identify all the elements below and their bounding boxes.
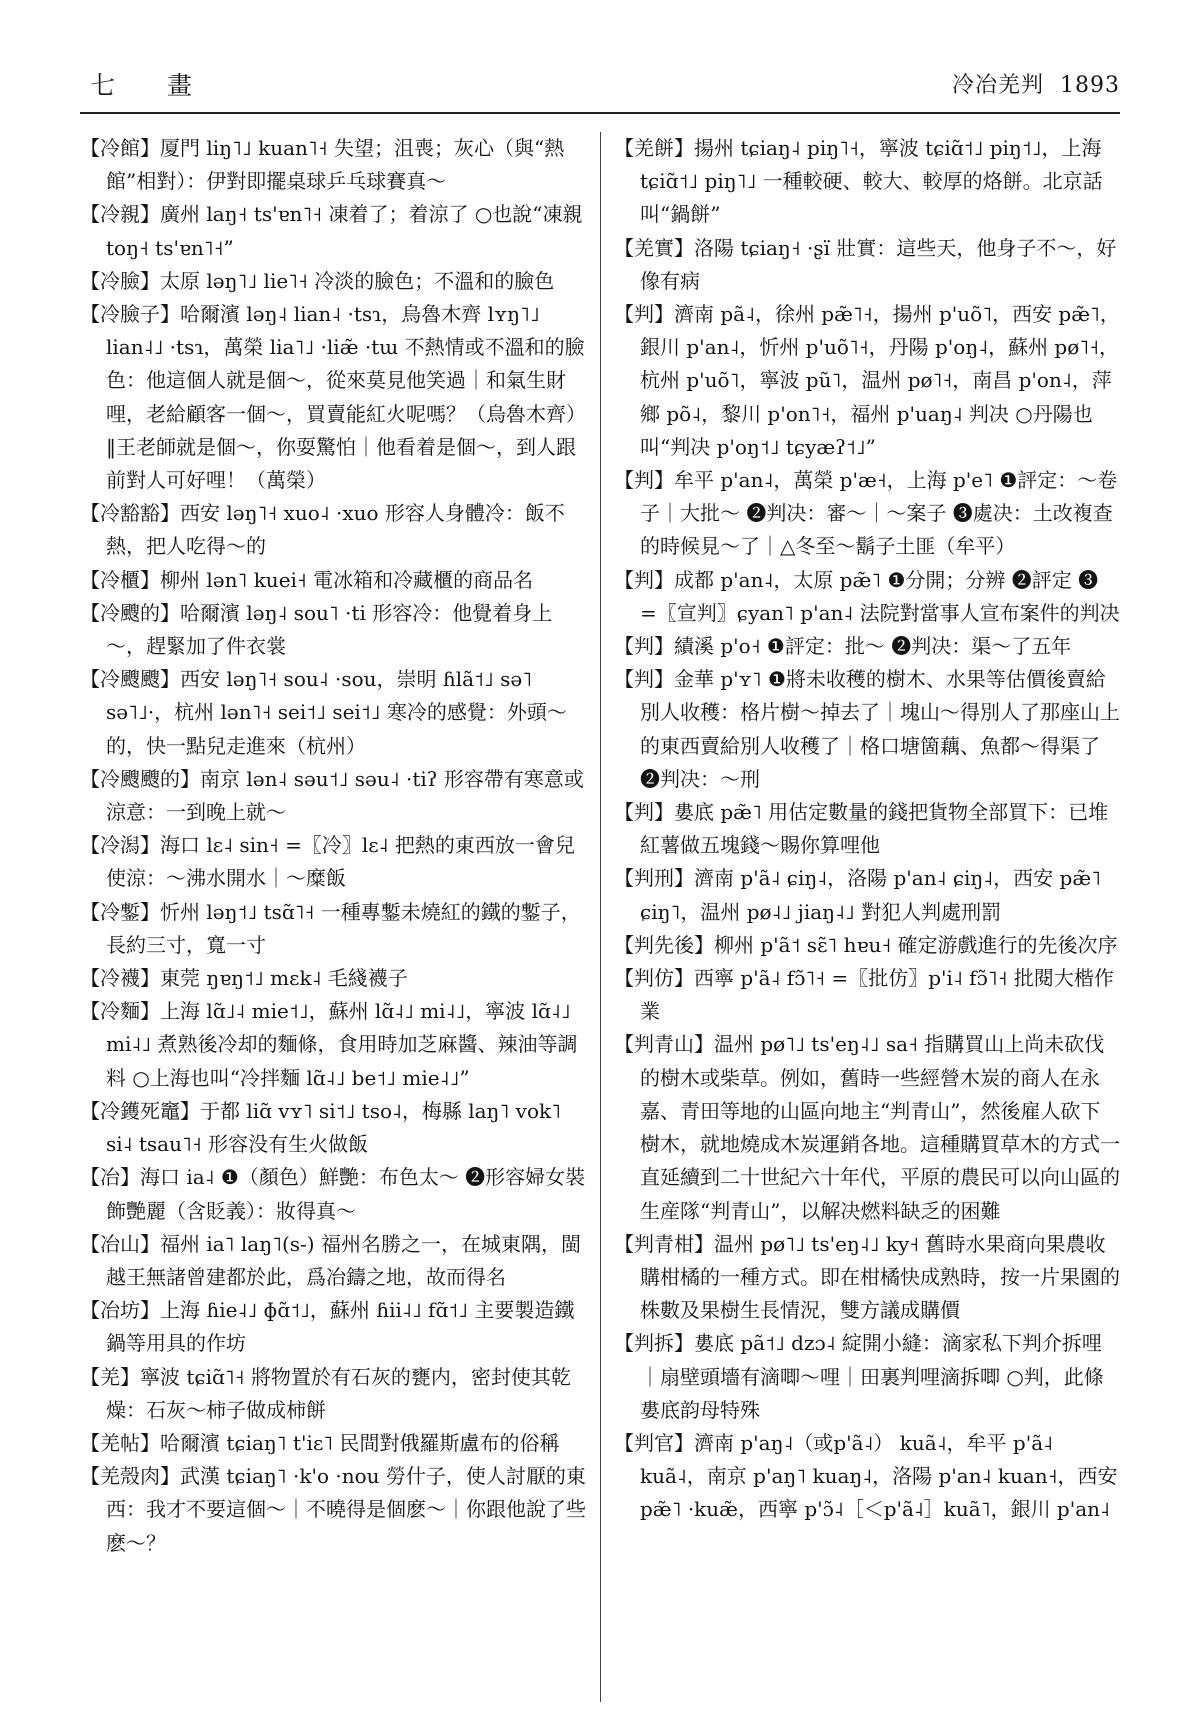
dictionary-entry: 【冷襪】東莞 ŋɐŋ˦˩ mɛk˨ 毛綫襪子 bbox=[80, 966, 408, 991]
dictionary-entry: 【冷館】厦門 liŋ˥˩ kuan˥˧ 失望；沮喪；灰心（與“熱館”相對）：伊對即擺桌球乒乓球賽真～ bbox=[80, 136, 565, 194]
dictionary-entry: 【冷豁豁】西安 ləŋ˥˧ xuo˨ ·xuo 形容人身體冷：飯不熱，把人吃得～的 bbox=[80, 501, 565, 559]
page-number: 1893 bbox=[1060, 73, 1120, 98]
dictionary-entry: 【判】婁底 pæ̃˥ 用估定數量的錢把貨物全部買下：已堆紅薯做五塊錢～賜你算哩他 bbox=[614, 800, 1109, 858]
dictionary-entry: 【判】金華 p'ʏ˥ ❶將未收穫的樹木、水果等估價後賣給別人收穫：格片樹～掉去了｜塊山～得別人了那座山上的東西賣給別人收穫了｜格口塘箇藕、魚都～得渠了 ❷判决：～刑 bbox=[614, 667, 1120, 791]
dictionary-entry: 【判】績溪 p'o˧ ❶評定：批～ ❷判决：渠～了五年 bbox=[614, 634, 1072, 659]
dictionary-entry: 【判仿】西寧 p'ã˨ fɔ̃˥˧ =〖批仿〗p'i˨ fɔ̃˥˧ 批閱大楷作業 bbox=[614, 966, 1114, 1024]
running-head bbox=[952, 68, 1120, 99]
dictionary-entry: 【冶】海口 ia˨ ❶（顏色）鮮艷：布色太～ ❷形容婦女裝飾艷麗（含貶義）：妝得真～ bbox=[80, 1165, 586, 1223]
dictionary-entry: 【冶山】福州 ia˥ laŋ˥(s-) 福州名勝之一，在城東隅，閩越王無諸曾建都於此，爲冶鑄之地，故而得名 bbox=[80, 1231, 581, 1289]
dictionary-entry: 【判】牟平 p'an˨，萬榮 p'æ˧，上海 p'e˥ ❶評定：～卷子｜大批～ ❷判决：審～｜～案子 ❸處决：土改複查的時候見～了｜△冬至～鬍子土匪（牟平） bbox=[614, 468, 1118, 559]
dictionary-entry: 【冷親】廣州 laŋ˧ ts'ɐn˥˧ 凍着了；着涼了 ○也說“凍親 toŋ˧ ts'ɐn˥˧” bbox=[80, 202, 583, 260]
dictionary-entry: 【羌殼肉】武漢 tɕiaŋ˥ ·k'o ·nou 勞什子，使人討厭的東西：我才不要這個～｜不曉得是個麽～｜你跟他說了些麽～？ bbox=[80, 1464, 586, 1555]
dictionary-entry: 【冷臉】太原 ləŋ˥˩ lie˥˧ 冷淡的臉色；不溫和的臉色 bbox=[80, 268, 555, 293]
dictionary-entry: 【冶坊】上海 ɦie˨˩ ɸɑ̃˦˩，蘇州 ɦii˨˩ fɑ̃˦˩ 主要製造鐵鍋等用具的作坊 bbox=[80, 1298, 575, 1356]
dictionary-entry: 【冷潟】海口 lɛ˨ sin˧ =〖冷〗lɛ˨ 把熱的東西放一會兒使涼：～沸水開水｜～糜飯 bbox=[80, 833, 575, 891]
right-column bbox=[614, 132, 1120, 1527]
dictionary-entry: 【羌餅】揚州 tɕiaŋ˨ piŋ˥˧，寧波 tɕiɑ̃˦˩ piŋ˦˩，上海 tɕiɑ̃˦˩ piŋ˥˩ 一種較硬、較大、較厚的烙餅。北京話叫“鍋餅” bbox=[614, 136, 1103, 227]
dictionary-entry: 【判青山】温州 pø˥˩ ts'eŋ˨˩ sa˧ 指購買山上尚未砍伐的樹木或柴草。例如，舊時一些經營木炭的商人在永嘉、青田等地的山區向地主“判青山”，然後雇人砍下樹木，就地燒成木炭運銷各地。這種購買草木的方式一直延續到二十世紀六十年代，平原的農民可以向山區的生産隊“判青山”，以解决燃料缺乏的困難 bbox=[614, 1032, 1120, 1223]
section-title: 七 畫 bbox=[90, 71, 214, 100]
running-head-text: 冷冶羌判 bbox=[951, 73, 1044, 98]
dictionary-entry: 【判】濟南 pã˨，徐州 pæ̃˥˧，揚州 p'uõ˥，西安 pæ̃˥，銀川 p'an˨，忻州 p'uõ˥˧，丹陽 p'oŋ˨，蘇州 pø˥˧，杭州 p'uõ˥，寧波 pũ˥，温州 pø˥˧，南昌 p'on˨，萍鄉 põ˨，黎川 p'on˥˧，福州 p'uaŋ˨ 判决 ○丹陽也叫“判决 p'oŋ˦˩ tɕyæʔ˦˩” bbox=[614, 302, 1120, 459]
dictionary-entry: 【羌帖】哈爾濱 tɕiaŋ˥ t'iɛ˥ 民間對俄羅斯盧布的俗稱 bbox=[80, 1430, 560, 1455]
dictionary-entry: 【判刑】濟南 p'ã˨ ɕiŋ˨，洛陽 p'an˨ ɕiŋ˨，西安 pæ̃˥ ɕiŋ˥，温州 pø˨˩ jiaŋ˨˩ 對犯人判處刑罰 bbox=[614, 866, 1101, 924]
dictionary-entry: 【判拆】婁底 pã˦˩ dzɔ˨ 綻開小縫：滴家私下判介拆哩｜扇壁頭墻有滴唧～哩｜田裏判哩滴拆唧 ○判，此條婁底韵母特殊 bbox=[614, 1331, 1104, 1422]
left-column bbox=[80, 132, 586, 1560]
page-header bbox=[80, 62, 1120, 114]
dictionary-entry: 【冷臉子】哈爾濱 ləŋ˨ lian˨ ·tsɿ，烏魯木齊 lʏŋ˥˩ lian˨˩ ·tsɿ，萬榮 lia˥˩ ·liæ̃ ·tɯ 不熱情或不溫和的臉色：他這個人就是個～，從來莫見他笑過｜和氣生財哩，老給顧客一個～，買賣能紅火呢嗎？（烏魯木齊）‖王老師就是個～，你耍驚怕｜他看着是個～，到人跟前對人可好哩！（萬榮） bbox=[80, 302, 586, 493]
dictionary-entry: 【判先後】柳州 p'ã˦ sɛ̃˥ hɐu˧ 確定游戲進行的先後次序 bbox=[614, 932, 1118, 957]
dictionary-entry: 【冷颼的】哈爾濱 ləŋ˨ sou˥ ·ti 形容冷：他覺着身上～，趕緊加了件衣裳 bbox=[80, 600, 553, 659]
dictionary-entry: 【冷颼颼】西安 ləŋ˥˧ sou˨ ·sou，崇明 ɦlã˦˩ sə˥ sə˥˩·，杭州 lən˥˧ sei˦˩ sei˦˩ 寒冷的感覺：外頭～的，快一點兒走進來（杭州） bbox=[80, 667, 567, 758]
dictionary-entry: 【冷麵】上海 lɑ̃˩˨ mie˦˩，蘇州 lɑ̃˨˩ mi˨˩，寧波 lɑ̃˨˩ mi˨˩ 煮熟後冷却的麵條，食用時加芝麻醬、辣油等調料 ○上海也叫“冷拌麵 lɑ̃˨˩ be˦˩ mie˨˩” bbox=[80, 999, 578, 1090]
dictionary-entry: 【羌實】洛陽 tɕiaŋ˧ ·ʂï 壯實：這些天，他身子不～，好像有病 bbox=[614, 235, 1117, 293]
dictionary-entry: 【冷鑊死竈】于都 liɑ̃ vʏ˥ si˦˩ tso˨，梅縣 laŋ˥ vok˥ si˨ tsau˥˧ 形容没有生火做飯 bbox=[80, 1098, 561, 1157]
dictionary-entry: 【冷鏨】忻州 ləŋ˦˩ tsɑ̃˥˧ 一種專鏨未燒紅的鐵的鏨子，長約三寸，寬一寸 bbox=[80, 899, 581, 957]
column-divider bbox=[600, 132, 601, 1702]
dictionary-entry: 【判】成都 p'an˨，太原 pæ̃˥ ❶分開；分辨 ❷評定 ❸ =〖宣判〗ɕyan˥ p'an˨ 法院對當事人宣布案件的判决 bbox=[614, 567, 1120, 625]
dictionary-entry: 【判官】濟南 p'aŋ˨（或p'ã˨） kuã˨，牟平 p'ã˨ kuã˨，南京 p'aŋ˥ kuaŋ˨，洛陽 p'an˨ kuan˧，西安 pæ̃˥ ·kuæ̃，西寧 p'ɔ̃˨［＜p'ã˨］kuã˥，銀川 p'an˨ bbox=[614, 1430, 1118, 1522]
dictionary-entry: 【羌】寧波 tɕiɑ̃˥˧ 將物置於有石灰的甕内，密封使其乾燥：石灰～柿子做成柿餅 bbox=[80, 1364, 571, 1422]
dictionary-entry: 【冷颼颼的】南京 lən˨ səu˦˩ səu˨ ·tiʔ 形容帶有寒意或涼意：一到晚上就～ bbox=[80, 766, 584, 825]
dictionary-entry: 【冷櫃】柳州 lən˥ kuei˧ 電冰箱和冷藏櫃的商品名 bbox=[80, 567, 534, 592]
dictionary-entry: 【判青柑】温州 pø˥˩ ts'eŋ˨˩ ky˧ 舊時水果商向果農收購柑橘的一種方式。即在柑橘快成熟時，按一片果園的株數及果樹生長情況，雙方議成購價 bbox=[614, 1231, 1120, 1323]
